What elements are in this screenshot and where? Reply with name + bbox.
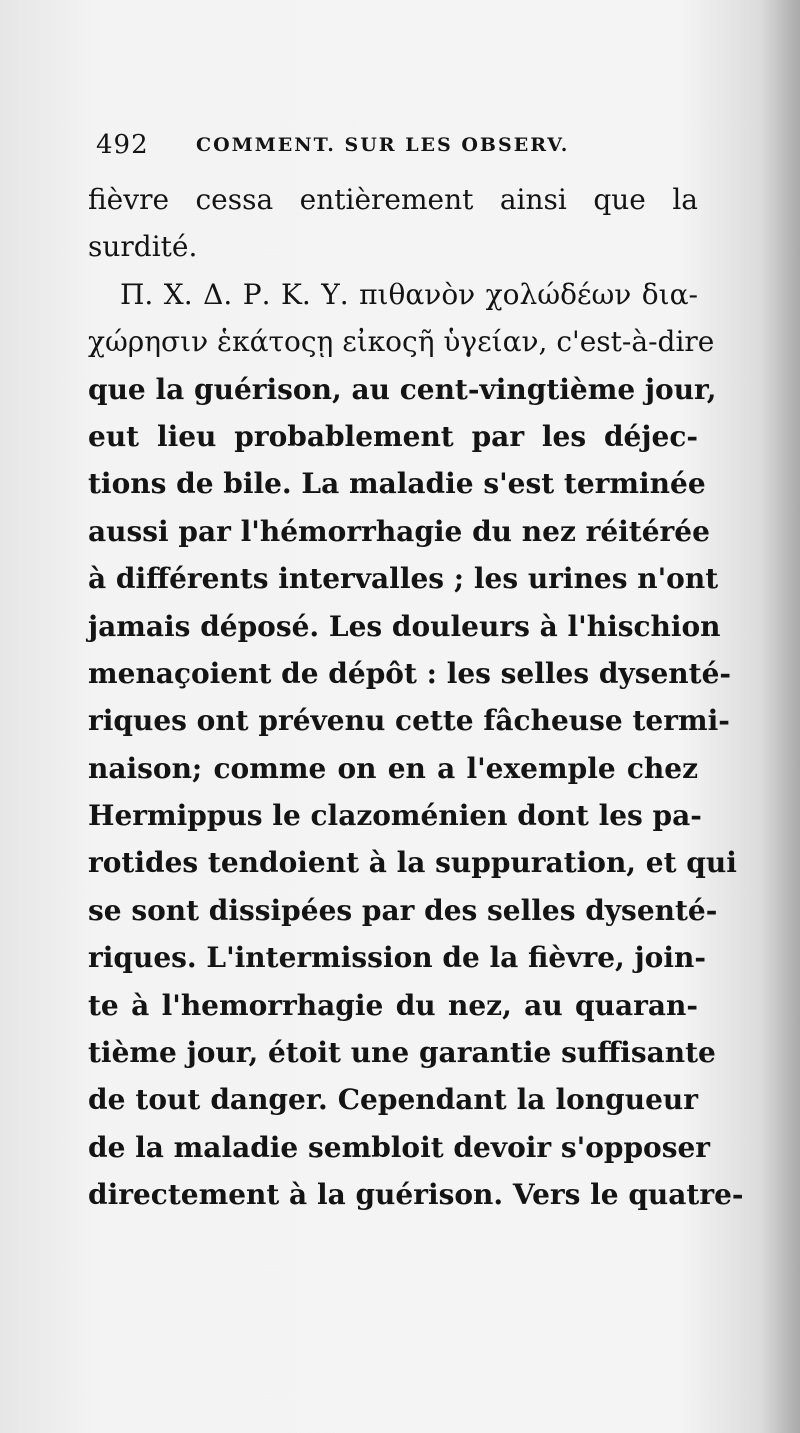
page-header [96, 128, 696, 164]
text-line: riques. L'intermission de la fièvre, join- [88, 941, 706, 975]
text-line: aussi par l'hémorrhagie du nez réitérée [88, 514, 710, 548]
text-line: surdité. [88, 230, 198, 264]
running-head: COMMENT. SUR LES OBSERV. [196, 134, 570, 156]
text-line: jamais déposé. Les douleurs à l'hischion [88, 609, 721, 643]
text-line: directement à la guérison. Vers le quatre- [88, 1178, 744, 1212]
text-line: rotides tendoient à la suppuration, et qui [88, 846, 737, 880]
text-line: menaçoient de dépôt : les selles dysenté- [88, 656, 732, 690]
text-line: tions de bile. La maladie s'est terminée [88, 467, 706, 501]
text-line: Π. Χ. Δ. Ρ. Κ. Υ. πιθανὸν χολώδέων δια- [120, 277, 698, 311]
page-number: 492 [96, 130, 149, 160]
text-line: se sont dissipées par des selles dysenté- [88, 893, 718, 927]
text-line: que la guérison, au cent-vingtième jour, [88, 372, 717, 406]
text-line: χώρησιν ἑκάτοςῃ εἰκοςῆ ὑγείαν, c'est-à-dire [88, 325, 715, 359]
text-line: naison; comme on en a l'exemple chez [88, 751, 698, 785]
text-line: de tout danger. Cependant la longueur [88, 1083, 698, 1117]
text-line: tième jour, étoit une garantie suffisante [88, 1036, 716, 1070]
text-line: eut lieu probablement par les déjec- [88, 419, 698, 453]
body-text [88, 176, 744, 1219]
text-line: Hermippus le clazoménien dont les pa- [88, 799, 702, 833]
text-line: fièvre cessa entièrement ainsi que la [88, 183, 698, 216]
text-line: à différents intervalles ; les urines n'ont [88, 562, 719, 596]
text-line: riques ont prévenu cette fâcheuse termi- [88, 704, 730, 738]
text-line: te à l'hemorrhagie du nez, au quaran- [88, 988, 698, 1022]
text-line: de la maladie sembloit devoir s'opposer [88, 1130, 711, 1164]
